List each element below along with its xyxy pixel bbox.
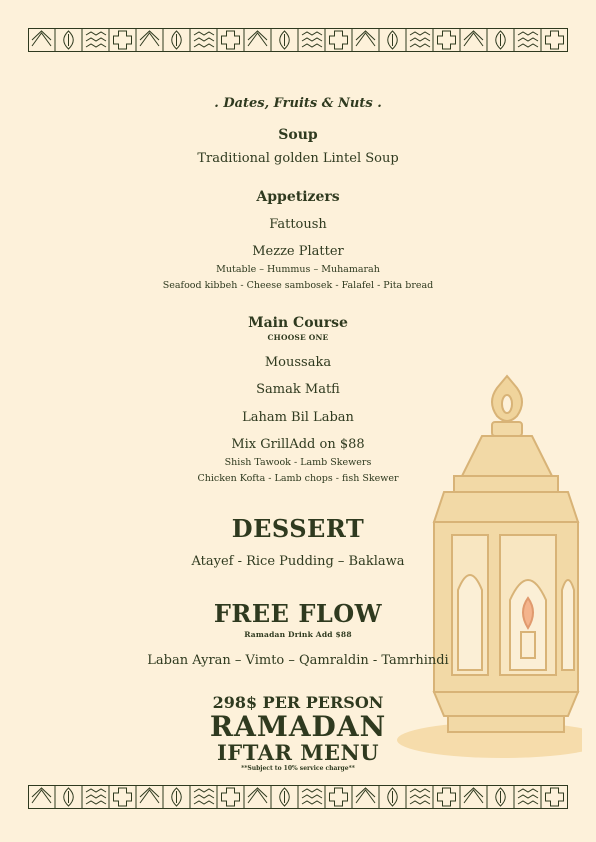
border-motif bbox=[64, 788, 74, 806]
main-item-samak: Samak Matfi bbox=[256, 382, 340, 397]
border-motif bbox=[546, 31, 564, 49]
border-motif bbox=[438, 31, 456, 49]
free-flow-item: Laban Ayran – Vimto – Qamraldin - Tamrhindi bbox=[147, 653, 449, 668]
border-motif bbox=[222, 31, 240, 49]
border-motif bbox=[222, 788, 240, 806]
border-motif bbox=[496, 31, 506, 49]
intro-line: . Dates, Fruits & Nuts . bbox=[214, 96, 382, 111]
border-motif bbox=[114, 788, 132, 806]
border-motif bbox=[518, 32, 538, 47]
border-motif bbox=[302, 789, 322, 804]
soup-heading: Soup bbox=[278, 127, 318, 143]
border-motif bbox=[114, 31, 132, 49]
border-motif bbox=[438, 788, 456, 806]
border-motif bbox=[356, 31, 375, 46]
mezze-detail-1: Mutable – Hummus – Muhamarah bbox=[216, 264, 380, 275]
border-motif bbox=[194, 789, 214, 804]
border-motif bbox=[330, 31, 348, 49]
border-motif bbox=[64, 31, 74, 49]
ramadan-title: RAMADAN bbox=[209, 710, 387, 743]
border-motif bbox=[518, 789, 538, 804]
appetizers-heading: Appetizers bbox=[256, 189, 340, 205]
border-motif bbox=[172, 31, 182, 49]
main-course-heading: Main Course bbox=[248, 315, 348, 331]
border-motif bbox=[302, 32, 322, 47]
appetizer-item-mezze: Mezze Platter bbox=[252, 244, 344, 259]
border-motif bbox=[248, 31, 267, 46]
border-motif bbox=[86, 789, 106, 804]
border-motif bbox=[410, 789, 430, 804]
border-motif bbox=[464, 31, 483, 46]
soup-item: Traditional golden Lintel Soup bbox=[197, 151, 399, 166]
border-motif bbox=[172, 788, 182, 806]
border-motif bbox=[356, 788, 375, 803]
dessert-heading: DESSERT bbox=[231, 514, 365, 543]
border-motif bbox=[330, 788, 348, 806]
border-motif bbox=[140, 788, 159, 803]
border-motif bbox=[140, 31, 159, 46]
price-line: 298$ PER PERSON bbox=[212, 693, 384, 712]
bottom-decorative-border bbox=[28, 785, 568, 809]
border-motif bbox=[410, 32, 430, 47]
border-motif bbox=[388, 31, 398, 49]
free-flow-note: Ramadan Drink Add $88 bbox=[244, 630, 352, 639]
mix-grill-detail-2: Chicken Kofta - Lamb chops - fish Skewer bbox=[197, 473, 399, 484]
border-motif bbox=[280, 31, 290, 49]
border-motif bbox=[32, 31, 51, 46]
border-motif bbox=[388, 788, 398, 806]
border-motif bbox=[464, 788, 483, 803]
service-charge-note: **Subject to 10% service charge** bbox=[241, 765, 355, 772]
border-motif bbox=[248, 788, 267, 803]
main-item-moussaka: Moussaka bbox=[264, 355, 332, 370]
main-course-note: CHOOSE ONE bbox=[267, 333, 329, 342]
border-motif bbox=[194, 32, 214, 47]
main-item-laham: Laham Bil Laban bbox=[242, 410, 354, 425]
free-flow-heading: FREE FLOW bbox=[213, 599, 383, 628]
border-motif bbox=[86, 32, 106, 47]
iftar-menu-title: IFTAR MENU bbox=[216, 740, 380, 765]
main-item-mix-grill: Mix GrillAdd on $88 bbox=[231, 437, 365, 452]
mezze-detail-2: Seafood kibbeh - Cheese sambosek - Falafel - Pita bread bbox=[162, 280, 434, 291]
border-motif bbox=[496, 788, 506, 806]
border-motif bbox=[32, 788, 51, 803]
border-pattern bbox=[28, 785, 568, 809]
border-motif bbox=[280, 788, 290, 806]
dessert-item: Atayef - Rice Pudding – Baklawa bbox=[191, 554, 405, 569]
border-motif bbox=[546, 788, 564, 806]
border-pattern bbox=[28, 28, 568, 52]
appetizer-item-fattoush: Fattoush bbox=[269, 217, 327, 232]
mix-grill-detail-1: Shish Tawook - Lamb Skewers bbox=[224, 457, 372, 468]
top-decorative-border bbox=[28, 28, 568, 52]
